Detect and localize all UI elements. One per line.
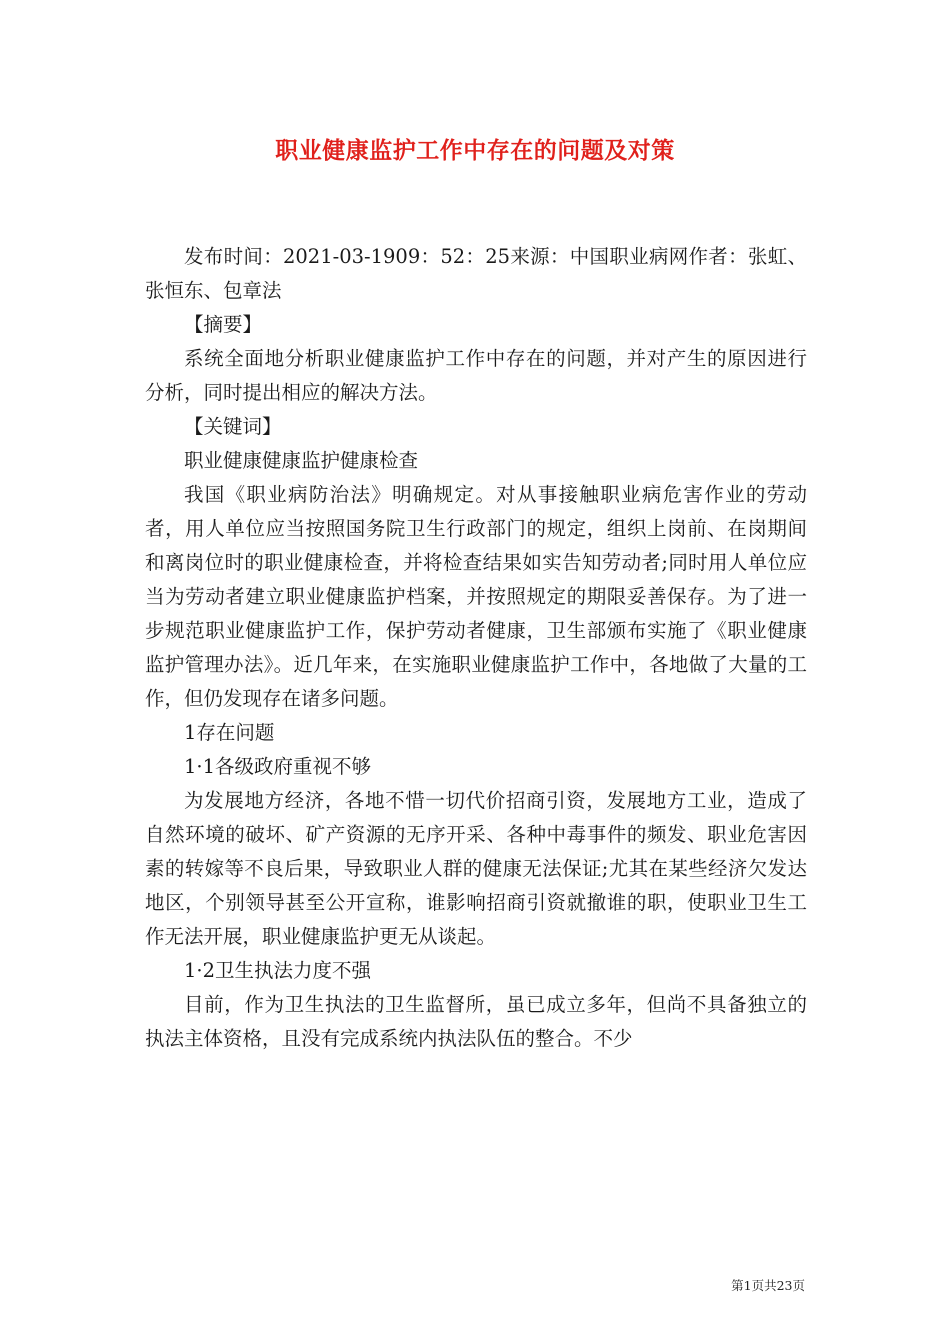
document-body: [145, 240, 807, 1056]
keywords-text: 职业健康健康监护健康检查: [184, 449, 419, 472]
keywords-label: 【关键词】: [184, 415, 282, 438]
section-1-2-heading: 1·2卫生执法力度不强: [184, 959, 372, 982]
page-number: 第1页共23页: [731, 1278, 805, 1293]
section-1-1-paragraph: 为发展地方经济，各地不惜一切代价招商引资，发展地方工业，造成了自然环境的破坏、矿产资源的无序开采、各种中毒事件的频发、职业危害因素的转嫁等不良后果，导致职业人群的健康无法保证;尤其在某些经济欠发达地区，个别领导甚至公开宣称，谁影响招商引资就撤谁的职，使职业卫生工作无法开展，职业健康监护更无从谈起。: [145, 789, 807, 948]
abstract-label: 【摘要】: [184, 313, 263, 336]
section-1-heading: 1存在问题: [184, 721, 275, 744]
intro-paragraph: 我国《职业病防治法》明确规定。对从事接触职业病危害作业的劳动者，用人单位应当按照国务院卫生行政部门的规定，组织上岗前、在岗期间和离岗位时的职业健康检查，并将检查结果如实告知劳动者;同时用人单位应当为劳动者建立职业健康监护档案，并按照规定的期限妥善保存。为了进一步规范职业健康监护工作，保护劳动者健康，卫生部颁布实施了《职业健康监护管理办法》。近几年来，在实施职业健康监护工作中，各地做了大量的工作，但仍发现存在诸多问题。: [145, 483, 807, 710]
meta-line: 发布时间：2021-03-1909：52：25来源：中国职业病网作者：张虹、张恒东、包章法: [145, 245, 807, 302]
section-1-2-paragraph: 目前，作为卫生执法的卫生监督所，虽已成立多年，但尚不具备独立的执法主体资格，且没有完成系统内执法队伍的整合。不少: [145, 993, 807, 1050]
section-1-1-heading: 1·1各级政府重视不够: [184, 755, 372, 778]
document-title: 职业健康监护工作中存在的问题及对策: [275, 137, 675, 164]
abstract-text: 系统全面地分析职业健康监护工作中存在的问题，并对产生的原因进行分析，同时提出相应的解决方法。: [145, 347, 807, 404]
